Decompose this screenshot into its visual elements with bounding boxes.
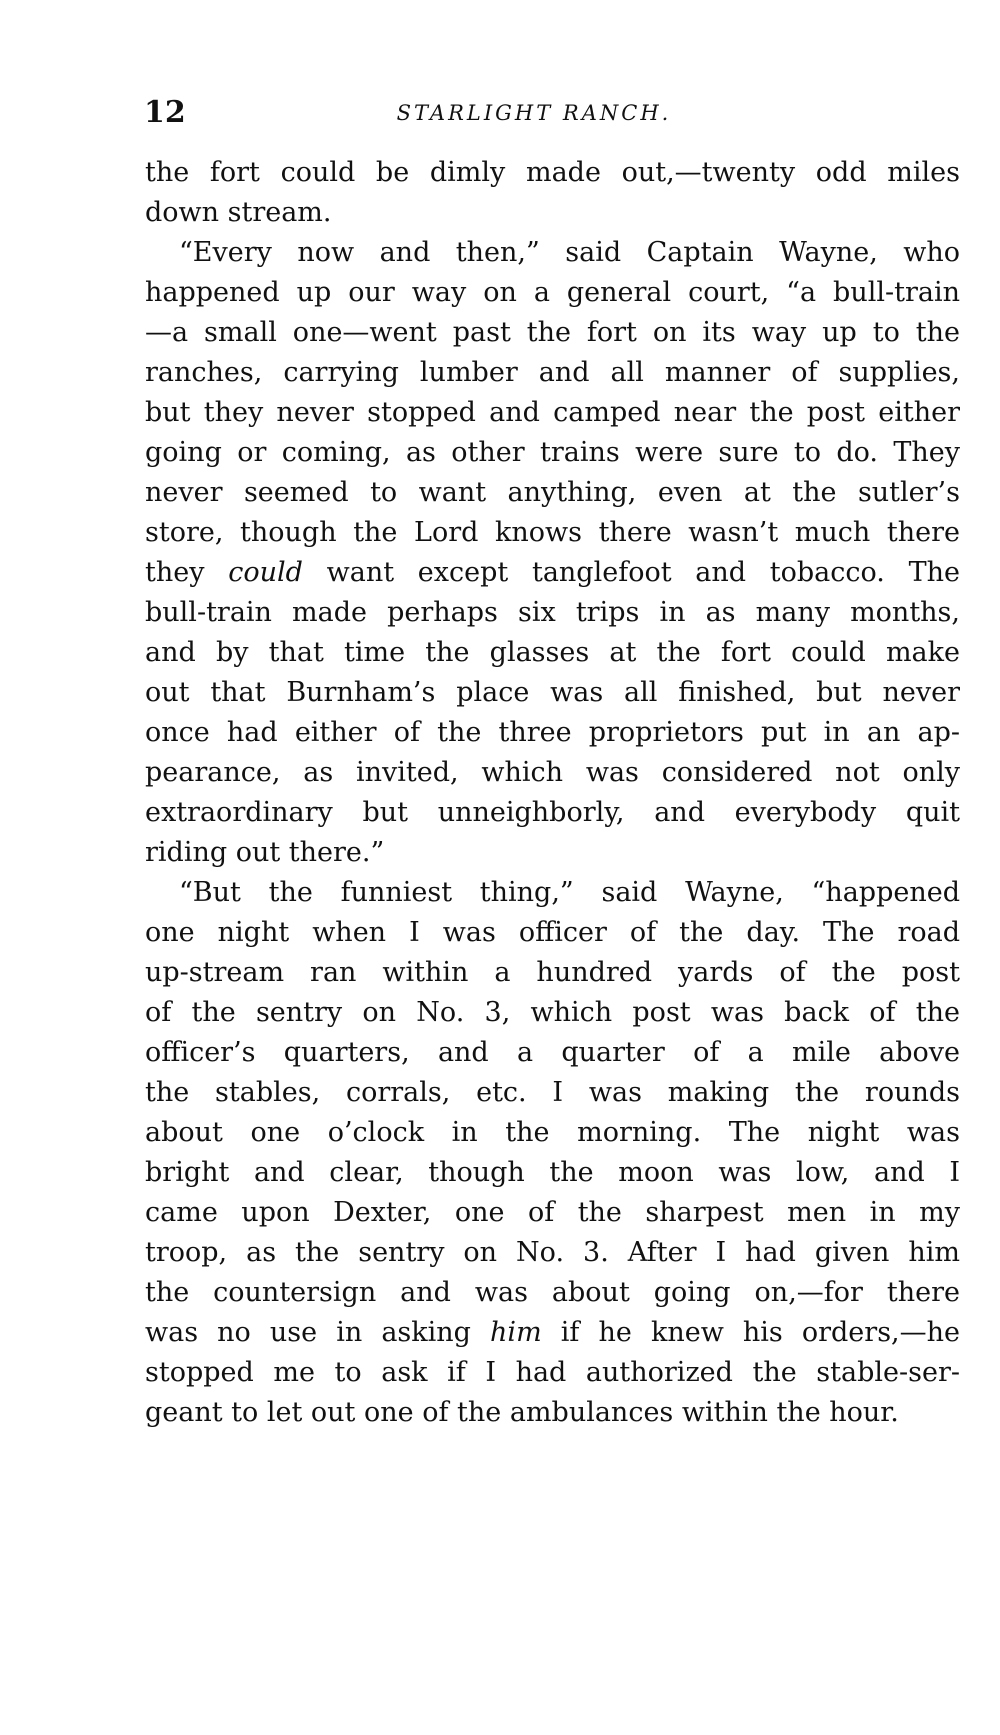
text-line: —a small one—went past the fort on its way up to the: [145, 317, 960, 348]
text-line: bright and clear, though the moon was low, and I: [145, 1157, 960, 1188]
text-line: out that Burnham’s place was all finished, but never: [145, 677, 960, 708]
text-line: the countersign and was about going on,—for there: [145, 1277, 960, 1308]
text-line: down stream.: [145, 197, 332, 228]
text-line: “Every now and then,” said Captain Wayne, who: [179, 237, 960, 268]
text-line: officer’s quarters, and a quarter of a mile above: [145, 1037, 960, 1068]
text-line: happened up our way on a general court, “a bull-train: [145, 277, 960, 308]
running-title: STARLIGHT RANCH.: [396, 101, 672, 125]
text-line: but they never stopped and camped near the post either: [145, 397, 960, 428]
text-line: up-stream ran within a hundred yards of the post: [145, 957, 960, 988]
running-header: [144, 88, 964, 138]
text-line: riding out there.”: [145, 837, 385, 868]
text-line: the fort could be dimly made out,—twenty odd miles: [145, 157, 960, 188]
text-line: stopped me to ask if I had authorized the stable-ser-: [145, 1357, 960, 1388]
text-line: troop, as the sentry on No. 3. After I had given him: [145, 1237, 960, 1268]
text-line: store, though the Lord knows there wasn’t much there: [145, 517, 960, 548]
text-line: came upon Dexter, one of the sharpest men in my: [145, 1197, 960, 1228]
paragraph: [145, 233, 960, 873]
page-number: 12: [144, 95, 186, 130]
text-line: geant to let out one of the ambulances within the hour.: [145, 1397, 899, 1428]
text-line: and by that time the glasses at the fort could make: [145, 637, 960, 668]
text-line: going or coming, as other trains were sure to do. They: [145, 437, 960, 468]
text-line: they could want except tanglefoot and tobacco. The: [145, 557, 960, 588]
text-line: never seemed to want anything, even at the sutler’s: [145, 477, 960, 508]
text-line: of the sentry on No. 3, which post was back of the: [145, 997, 960, 1028]
text-line: extraordinary but unneighborly, and everybody quit: [145, 797, 960, 828]
text-line: pearance, as invited, which was considered not only: [145, 757, 960, 788]
text-line: about one o’clock in the morning. The night was: [145, 1117, 960, 1148]
text-line: one night when I was officer of the day. The road: [145, 917, 960, 948]
text-line: “But the funniest thing,” said Wayne, “happened: [179, 877, 960, 908]
paragraph: [145, 153, 960, 233]
text-line: was no use in asking him if he knew his orders,—he: [145, 1317, 960, 1348]
text-line: once had either of the three proprietors put in an ap-: [145, 717, 960, 748]
body-text: [145, 153, 960, 1433]
text-line: the stables, corrals, etc. I was making the rounds: [145, 1077, 960, 1108]
text-line: ranches, carrying lumber and all manner of supplies,: [145, 357, 960, 388]
paragraph: [145, 873, 960, 1433]
text-line: bull-train made perhaps six trips in as many months,: [145, 597, 960, 628]
